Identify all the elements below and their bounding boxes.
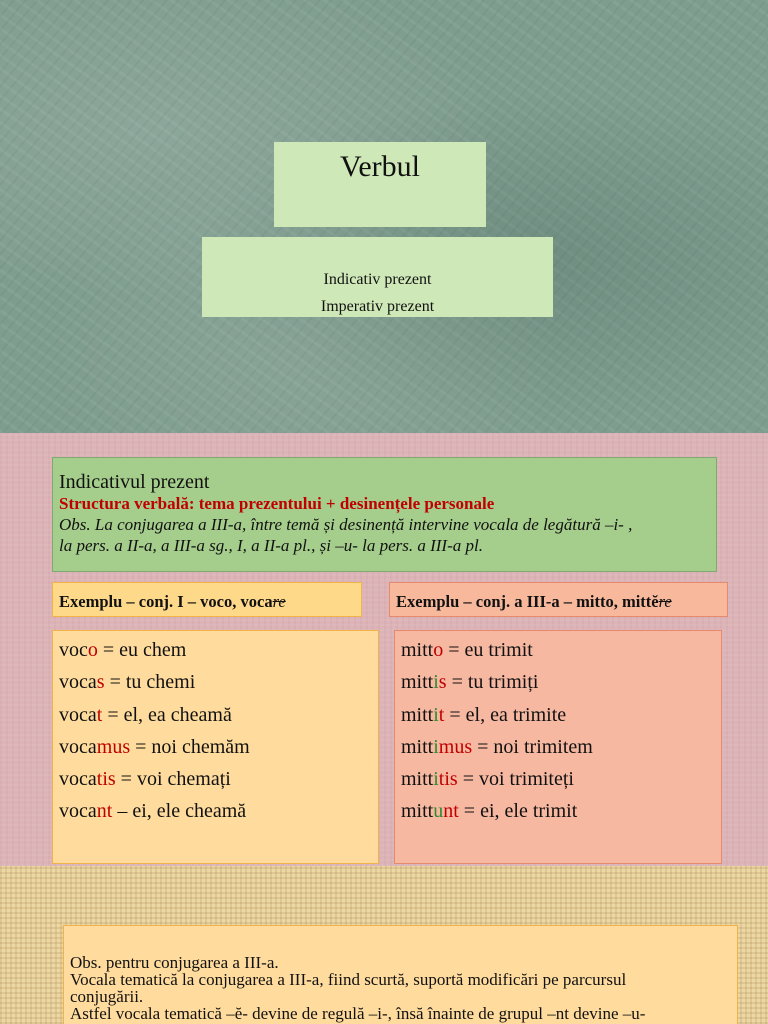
translation: = tu chemi (104, 671, 196, 694)
observation-line-2: la pers. a II-a, a III-a sg., I, a II-a pl., și –u- la pers. a III-a pl. (59, 536, 483, 555)
translation: = el, ea cheamă (102, 703, 232, 726)
translation: = eu chem (97, 639, 187, 661)
verb-stem: mitt (401, 735, 434, 758)
slide-title-text: Verbul (340, 150, 420, 183)
slide-indicativ-prezent (0, 433, 768, 866)
example-header-conj-1 (52, 582, 362, 617)
subtitle-box (202, 237, 553, 317)
linking-vowel: i (433, 703, 439, 726)
verb-stem: voca (59, 735, 97, 758)
struck-ending-conj-3: re (658, 592, 672, 611)
linking-vowel: i (433, 768, 439, 791)
observation-text-line: Astfel vocala tematică –ĕ- devine de regulă –i-, însă înainte de grupul –nt devine –u- (70, 1004, 646, 1023)
personal-ending: s (438, 671, 447, 694)
conjugation-row (401, 763, 715, 795)
translation: = tu trimiți (446, 671, 539, 694)
personal-ending: o (87, 639, 98, 661)
conjugation-row (401, 731, 715, 763)
subtitle-line-indicativ: Indicativ prezent (323, 271, 432, 288)
personal-ending: mus (438, 735, 473, 758)
translation: = ei, ele trimit (458, 800, 578, 823)
verb-stem: mitt (401, 768, 434, 791)
conjugation-row (59, 731, 372, 763)
example-header-conj-3 (389, 582, 728, 617)
verb-stem: voca (59, 703, 97, 726)
conjugation-list-conj-3 (394, 630, 722, 864)
personal-ending: o (433, 639, 444, 661)
struck-ending-conj-1: re (272, 592, 286, 611)
conjugation-row (59, 795, 372, 827)
linking-vowel: i (433, 671, 439, 694)
conjugation-row (401, 634, 715, 666)
translation: = el, ea trimite (444, 703, 567, 726)
slide-title (0, 0, 768, 433)
conjugation-row (401, 699, 715, 731)
translation: – ei, ele cheamă (112, 800, 247, 823)
personal-ending: nt (96, 800, 113, 823)
verb-stem: mitt (401, 639, 434, 661)
observation-text-line: Obs. pentru conjugarea a III-a. (70, 953, 279, 972)
observation-text-line: Vocala tematică la conjugarea a III-a, fiind scurtă, suportă modificări pe parcursul (70, 970, 627, 989)
verb-stem: mitt (401, 703, 434, 726)
personal-ending: nt (443, 800, 459, 823)
verb-stem: voca (59, 800, 97, 823)
example-label-conj-1: Exemplu – conj. I – voco, voca (59, 592, 273, 611)
observation-box (63, 925, 738, 1024)
translation: = voi chemați (115, 768, 231, 791)
conjugation-row (59, 666, 372, 698)
observation-text-line: conjugării. (70, 987, 144, 1006)
verb-stem: voca (59, 768, 97, 791)
verb-stem: voca (59, 671, 97, 694)
verb-stem: voc (59, 639, 88, 661)
section-heading: Indicativul prezent (59, 471, 210, 493)
translation: = eu trimit (443, 639, 533, 661)
slide-observation (0, 866, 768, 1024)
conjugation-row (59, 763, 372, 795)
conjugation-list-conj-1 (52, 630, 379, 864)
personal-ending: mus (96, 735, 131, 758)
conjugation-row (401, 666, 715, 698)
conjugation-row (59, 634, 372, 666)
personal-ending: t (438, 703, 445, 726)
conjugation-row (401, 795, 715, 827)
title-box (274, 142, 486, 227)
observation-line-1: Obs. La conjugarea a III-a, între temă și desinență intervine vocala de legătură –i- , (59, 515, 633, 534)
intro-box (52, 457, 717, 572)
linking-vowel: i (433, 735, 439, 758)
translation: = noi chemăm (130, 735, 250, 758)
linking-vowel: u (433, 800, 444, 823)
structure-rule: Structura verbală: tema prezentului + desinențele personale (59, 494, 495, 513)
verb-stem: mitt (401, 800, 434, 823)
personal-ending: t (96, 703, 103, 726)
subtitle-line-imperativ: Imperativ prezent (320, 298, 435, 315)
translation: = voi trimiteți (457, 768, 574, 791)
personal-ending: tis (96, 768, 116, 791)
example-label-conj-3: Exemplu – conj. a III-a – mitto, mittĕ (396, 592, 659, 611)
personal-ending: tis (438, 768, 458, 791)
conjugation-row (59, 699, 372, 731)
translation: = noi trimitem (472, 735, 593, 758)
personal-ending: s (96, 671, 105, 694)
verb-stem: mitt (401, 671, 434, 694)
